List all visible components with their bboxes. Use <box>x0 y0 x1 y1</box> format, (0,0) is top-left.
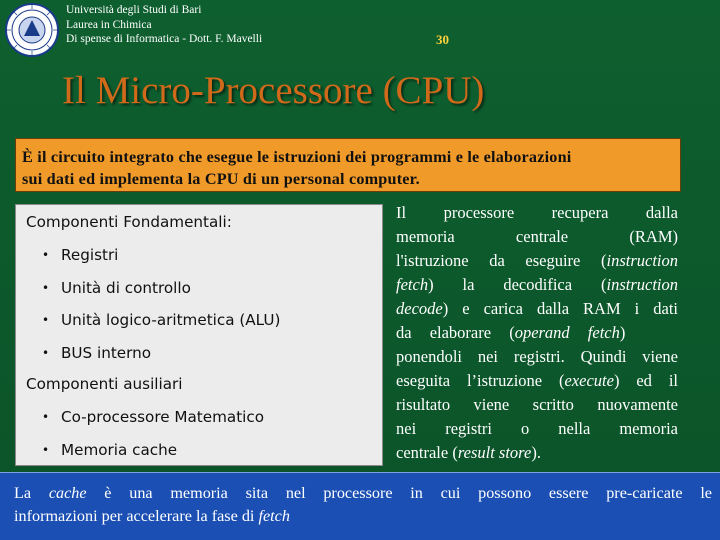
text-line: da elaborare (operand fetch) <box>396 323 626 342</box>
definition-line: sui dati ed implementa la CPU di un personal computer. <box>22 170 420 188</box>
list-item: • BUS interno <box>42 344 152 362</box>
degree-name: Laurea in Chimica <box>66 18 152 31</box>
text-line: fetch) la decodifica (instruction <box>396 275 678 294</box>
text-line: centrale (result store). <box>396 443 541 462</box>
text-line: La cache è una memoria sita nel processore in cui possono essere pre-caricate le <box>14 484 712 502</box>
definition-box <box>15 138 681 192</box>
text-line: Il processore recupera dalla <box>396 203 678 222</box>
list-item: • Registri <box>42 246 119 264</box>
text-line: risultato viene scritto nuovamente <box>396 395 678 414</box>
text-line: informazioni per accelerare la fase di fetch <box>14 507 290 525</box>
text-line: l'istruzione da eseguire (instruction <box>396 251 678 270</box>
bullet-icon: • <box>42 443 50 457</box>
bullet-icon: • <box>42 248 50 262</box>
bullet-icon: • <box>42 346 50 360</box>
text-line: nei registri o nella memoria <box>396 419 678 438</box>
slide-header <box>66 3 262 47</box>
page-number: 30 <box>436 32 449 47</box>
university-seal-icon <box>4 2 60 58</box>
text-line: memoria centrale (RAM) <box>396 227 678 246</box>
list-item: • Co-processore Matematico <box>42 408 265 426</box>
text-line: decode) e carica dalla RAM i dati <box>396 299 678 318</box>
course-name: Di spense di Informatica - Dott. F. Mavelli <box>66 33 263 45</box>
list-item: • Unità di controllo <box>42 279 191 297</box>
auxiliary-components-heading: Componenti ausiliari <box>26 375 183 393</box>
list-item: • Unità logico-aritmetica (ALU) <box>42 311 281 329</box>
processor-description <box>396 201 678 465</box>
text-line: ponendoli nei registri. Quindi viene <box>396 347 678 366</box>
definition-line: È il circuito integrato che esegue le istruzioni dei programmi e le elaborazioni <box>22 148 572 166</box>
bullet-icon: • <box>42 313 50 327</box>
list-item: • Memoria cache <box>42 441 178 459</box>
text-line: eseguita l’istruzione (execute) ed il <box>396 371 678 390</box>
components-box <box>15 204 383 466</box>
university-name: Università degli Studi di Bari <box>66 4 202 16</box>
bullet-icon: • <box>42 410 50 424</box>
bullet-icon: • <box>42 281 50 295</box>
cache-note-box <box>0 472 720 540</box>
fundamental-components-heading: Componenti Fondamentali: <box>26 213 232 231</box>
slide-title: Il Micro-Processore (CPU) <box>62 69 485 112</box>
